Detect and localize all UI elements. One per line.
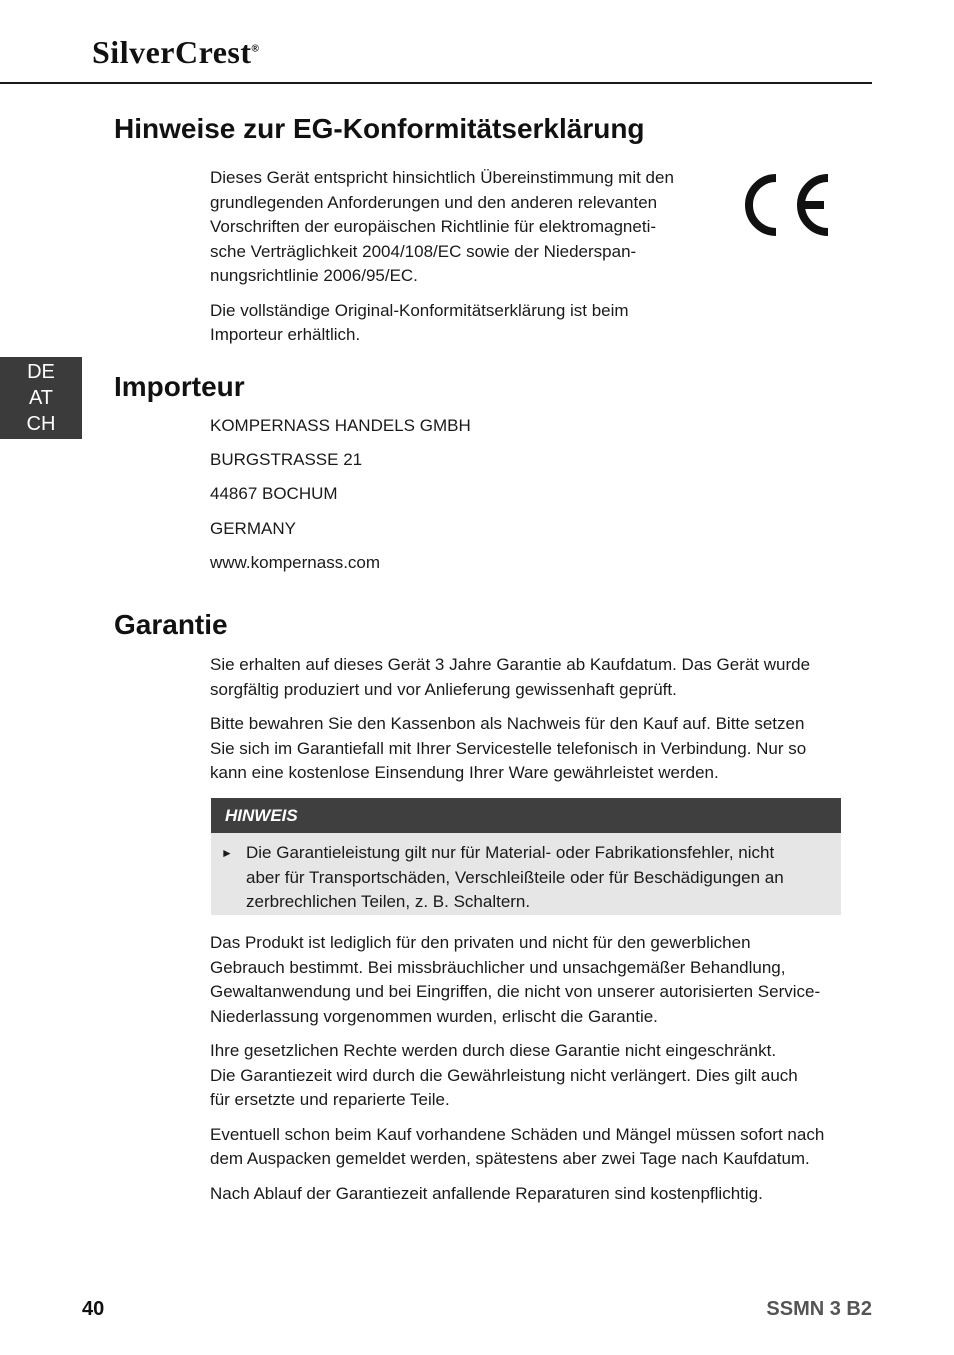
text-line: Gebrauch bestimmt. Bei missbräuchlicher und unsachgemäßer Behandlung, <box>210 957 786 977</box>
header-rule <box>0 82 872 84</box>
text-line: kann eine kostenlose Einsendung Ihrer Ware gewährleistet werden. <box>210 763 719 782</box>
arrow-right-icon: ► <box>221 846 233 860</box>
text-line: Nach Ablauf der Garantiezeit anfallende Reparaturen sind kostenpflichtig. <box>210 1183 763 1203</box>
text-line: Importeur erhältlich. <box>210 325 361 344</box>
ce-mark-icon <box>736 172 832 238</box>
model-number: SSMN 3 B2 <box>766 1298 872 1320</box>
hinweis-box <box>211 798 841 915</box>
garantie-paragraph-6 <box>210 1182 850 1207</box>
garantie-details <box>210 931 850 1216</box>
section-title-garantie: Garantie <box>114 609 228 640</box>
garantie-paragraph-2 <box>210 712 850 786</box>
garantie-paragraph-1 <box>210 653 850 702</box>
text-line: nungsrichtlinie 2006/95/EC. <box>210 266 418 285</box>
garantie-paragraph-4 <box>210 1039 850 1113</box>
eg-paragraph-2 <box>210 299 700 348</box>
text-line: Sie sich im Garantiefall mit Ihrer Servicestelle telefonisch in Verbindung. Nur so <box>210 738 807 758</box>
eg-paragraph-1 <box>210 166 700 289</box>
text-line: Dieses Gerät entspricht hinsichtlich Übereinstimmung mit den <box>210 168 674 187</box>
text-line: Die Garantieleistung gilt nur für Material- oder Fabrikationsfehler, nicht <box>246 843 775 862</box>
brand-logo: SilverCrest® <box>92 34 260 70</box>
text-line: Vorschriften der europäischen Richtlinie für elektromagneti- <box>210 217 657 236</box>
text-line: dem Auspacken gemeldet werden, spätestens aber zwei Tage nach Kaufdatum. <box>210 1149 810 1168</box>
text-line: Bitte bewahren Sie den Kassenbon als Nachweis für den Kauf auf. Bitte setzen <box>210 714 805 733</box>
hinweis-title: HINWEIS <box>211 798 841 833</box>
text-line: zerbrechlichen Teilen, z. B. Schaltern. <box>246 892 531 911</box>
text-line: Niederlassung vorgenommen wurden, erlischt die Garantie. <box>210 1006 658 1026</box>
text-line: sche Verträglichkeit 2004/108/EC sowie der Niederspan- <box>210 241 637 261</box>
text-line: Die vollständige Original-Konformitätserklärung ist beim <box>210 300 629 320</box>
text-line: Die Garantiezeit wird durch die Gewährleistung nicht verlängert. Dies gilt auch <box>210 1065 798 1085</box>
text-line: grundlegenden Anforderungen und den anderen relevanten <box>210 192 658 212</box>
address-street: BURGSTRASSE 21 <box>210 450 363 469</box>
text-line: Ihre gesetzlichen Rechte werden durch diese Garantie nicht eingeschränkt. <box>210 1041 777 1060</box>
text-line: Das Produkt ist lediglich für den privaten und nicht für den gewerblichen <box>210 933 751 952</box>
address-company: KOMPERNASS HANDELS GMBH <box>210 416 471 435</box>
address-city: 44867 BOCHUM <box>210 484 338 503</box>
eg-text <box>210 166 700 358</box>
registered-mark: ® <box>251 43 260 55</box>
text-line: für ersetzte und reparierte Teile. <box>210 1090 450 1109</box>
page-number: 40 <box>82 1298 105 1320</box>
section-title-importeur: Importeur <box>114 371 245 402</box>
text-line: Eventuell schon beim Kauf vorhandene Schäden und Mängel müssen sofort nach <box>210 1124 825 1144</box>
language-tab <box>0 357 82 439</box>
text-line: sorgfältig produziert und vor Anlieferung gewissenhaft geprüft. <box>210 679 677 699</box>
garantie-intro <box>210 653 850 796</box>
section-title-eg: Hinweise zur EG-Konformitätserklärung <box>114 113 645 144</box>
lang-at: AT <box>28 387 54 409</box>
text-line: Sie erhalten auf dieses Gerät 3 Jahre Garantie ab Kaufdatum. Das Gerät wurde <box>210 655 811 674</box>
lang-de: DE <box>27 361 55 383</box>
garantie-paragraph-3 <box>210 931 850 1029</box>
address-country: GERMANY <box>210 519 296 538</box>
garantie-paragraph-5 <box>210 1123 850 1172</box>
text-line: Gewaltanwendung und bei Eingriffen, die nicht von unserer autorisierten Service- <box>210 982 821 1001</box>
lang-ch: CH <box>26 413 56 435</box>
address-website: www.kompernass.com <box>210 553 381 572</box>
hinweis-body <box>211 833 841 915</box>
text-line: aber für Transportschäden, Verschleißteile oder für Beschädigungen an <box>246 867 784 887</box>
